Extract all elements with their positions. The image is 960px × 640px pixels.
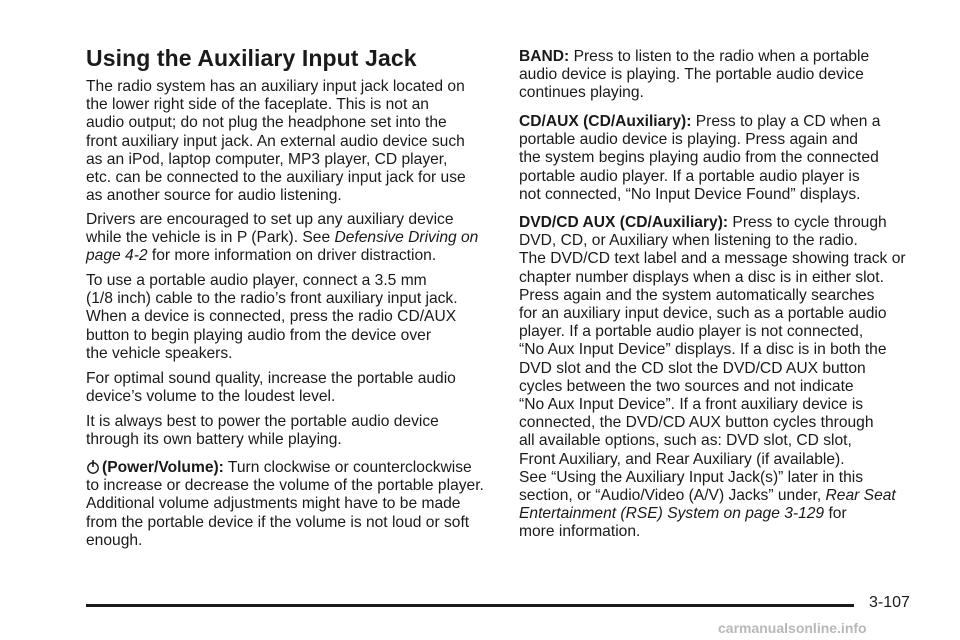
control-label: DVD/CD AUX (CD/Auxiliary): xyxy=(519,214,729,231)
text-line: The DVD/CD text label and a message showing track or xyxy=(519,250,906,268)
text-line: the vehicle speakers. xyxy=(86,344,233,362)
cross-reference-link[interactable]: Rear Seat xyxy=(825,487,896,505)
text-line: continues playing. xyxy=(519,84,644,102)
text-line: section, or “Audio/Video (A/V) Jacks” under, Rear Seat xyxy=(519,487,896,505)
text-line: portable audio device is playing. Press again and xyxy=(519,131,858,149)
text-line: Drivers are encouraged to set up any auxiliary device xyxy=(86,211,454,228)
text-line: as an iPod, laptop computer, MP3 player, CD player, xyxy=(86,150,448,168)
text-line: while the vehicle is in P (Park). See Defensive Driving on xyxy=(86,229,479,247)
text-line: The radio system has an auxiliary input jack located on xyxy=(86,78,465,95)
paragraph-band xyxy=(519,48,869,103)
text-line: button to begin playing audio from the device over xyxy=(86,326,432,344)
text-line: front auxiliary input jack. An external audio device such xyxy=(86,132,465,150)
paragraph-power-volume xyxy=(86,458,484,550)
text-line: Entertainment (RSE) System on page 3-129 for xyxy=(519,505,847,523)
text-line: the lower right side of the faceplate. This is not an xyxy=(86,96,429,114)
text-line: audio device is playing. The portable audio device xyxy=(519,66,864,84)
control-label: CD/AUX (CD/Auxiliary): xyxy=(519,113,692,130)
text-line: all available options, such as: DVD slot, CD slot, xyxy=(519,432,852,450)
text-line: (1/8 inch) cable to the radio’s front auxiliary input jack. xyxy=(86,290,458,308)
text-line: not connected, “No Input Device Found” displays. xyxy=(519,185,861,203)
text-line: connected, the DVD/CD AUX button cycles through xyxy=(519,414,874,432)
text-line: the system begins playing audio from the connected xyxy=(519,149,879,167)
text-line: See “Using the Auxiliary Input Jack(s)” later in this xyxy=(519,468,864,486)
text-line: To use a portable audio player, connect a 3.5 mm xyxy=(86,272,427,289)
footer-rule xyxy=(86,604,854,607)
paragraph-battery xyxy=(86,413,439,449)
text-line: CD/AUX (CD/Auxiliary): Press to play a CD when a xyxy=(519,113,881,130)
text-line: (Power/Volume): Turn clockwise or counterclockwise xyxy=(86,458,484,477)
text-line: as another source for audio listening. xyxy=(86,187,342,205)
text-line: page 4-2 for more information on driver distraction. xyxy=(86,247,437,265)
section-heading: Using the Auxiliary Input Jack xyxy=(86,45,417,71)
paragraph-driver-distraction xyxy=(86,211,478,266)
text-line: from the portable device if the volume is not loud or soft xyxy=(86,513,470,531)
control-label: (Power/Volume): xyxy=(102,459,224,476)
paragraph-sound-quality xyxy=(86,370,456,406)
text-line: Press again and the system automatically searches xyxy=(519,286,875,304)
control-label: BAND: xyxy=(519,48,570,65)
text-line: portable audio player. If a portable audio player is xyxy=(519,167,860,185)
text-line: “No Aux Input Device”. If a front auxiliary device is xyxy=(519,396,864,414)
text-line: DVD, CD, or Auxiliary when listening to the radio. xyxy=(519,232,858,250)
watermark: carmanualsonline.info xyxy=(718,620,867,636)
text-line: Front Auxiliary, and Rear Auxiliary (if available). xyxy=(519,450,845,468)
text-line: enough. xyxy=(86,531,143,549)
paragraph-cd-aux xyxy=(519,113,880,204)
text-line: for an auxiliary input device, such as a portable audio xyxy=(519,305,887,323)
text-line: BAND: Press to listen to the radio when a portable xyxy=(519,48,870,65)
text-line: player. If a portable audio player is not connected, xyxy=(519,323,864,341)
text-line: DVD slot and the CD slot the DVD/CD AUX button xyxy=(519,359,866,377)
text-line: audio output; do not plug the headphone set into the xyxy=(86,114,447,132)
paragraph-intro xyxy=(86,78,466,205)
power-icon xyxy=(86,458,100,476)
paragraph-dvd-cd-aux xyxy=(519,214,906,542)
paragraph-connect-player xyxy=(86,272,458,363)
text-line: DVD/CD AUX (CD/Auxiliary): Press to cycle through xyxy=(519,214,887,231)
cross-reference-link[interactable]: Defensive Driving on xyxy=(334,229,479,247)
text-line: to increase or decrease the volume of the portable player. xyxy=(86,477,484,495)
cross-reference-link[interactable]: Entertainment (RSE) System on page 3-129 xyxy=(519,505,825,523)
text-line: When a device is connected, press the radio CD/AUX xyxy=(86,308,457,326)
text-line: It is always best to power the portable audio device xyxy=(86,413,439,430)
text-line: more information. xyxy=(519,523,641,541)
text-line: “No Aux Input Device” displays. If a disc is in both the xyxy=(519,341,887,359)
text-line: cycles between the two sources and not indicate xyxy=(519,377,854,395)
text-line: device’s volume to the loudest level. xyxy=(86,388,336,406)
text-line: chapter number displays when a disc is in either slot. xyxy=(519,268,884,286)
text-line: etc. can be connected to the auxiliary input jack for use xyxy=(86,169,466,187)
text-line: Additional volume adjustments might have to be made xyxy=(86,495,461,513)
text-line: through its own battery while playing. xyxy=(86,431,342,449)
page-number: 3-107 xyxy=(869,594,910,611)
cross-reference-link[interactable]: page 4-2 xyxy=(86,247,148,265)
text-line: For optimal sound quality, increase the portable audio xyxy=(86,370,456,387)
